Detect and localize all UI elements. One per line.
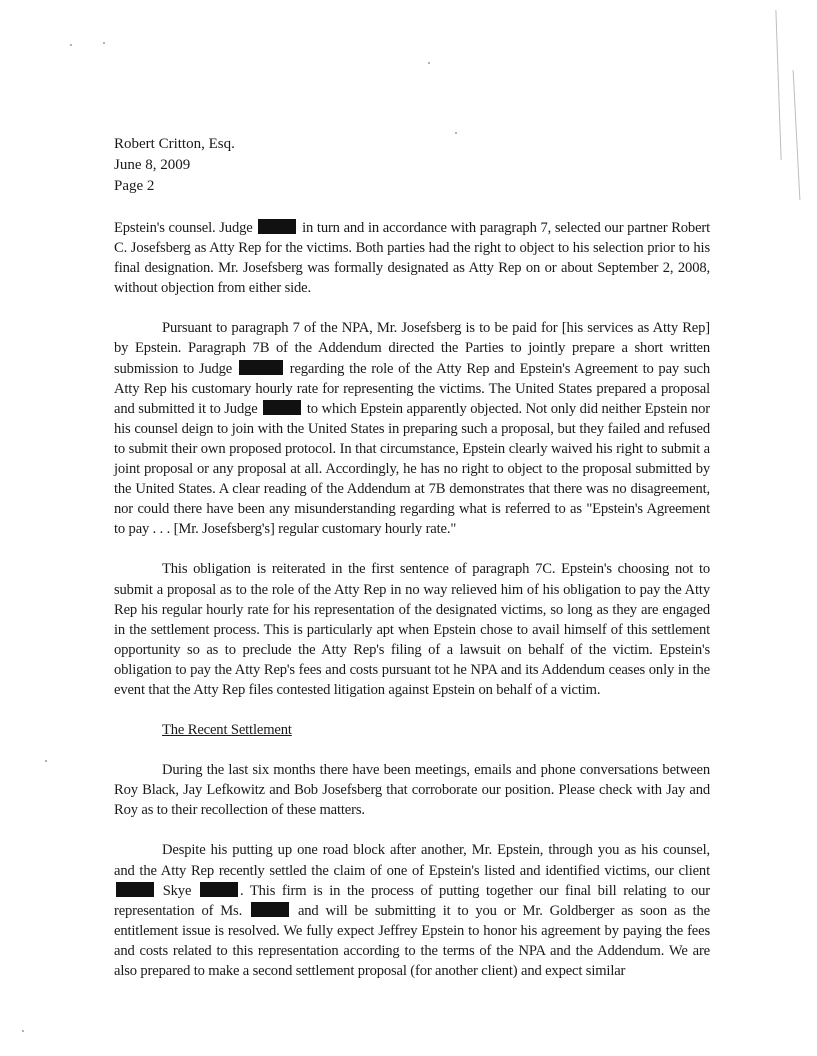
recipient-line: Robert Critton, Esq. [114, 136, 235, 152]
redaction-block [239, 360, 283, 375]
scan-speck [45, 760, 47, 762]
letter-header [114, 134, 235, 197]
date-line: June 8, 2009 [114, 157, 191, 173]
section-heading: The Recent Settlement [162, 722, 292, 739]
paragraph-text: Epstein's counsel. Judge [114, 220, 253, 236]
redaction-block [251, 902, 289, 917]
scan-edge-line [775, 10, 781, 160]
paragraph-text: . This firm is in the process of putting together our final bill relating to our representation of Ms. [114, 882, 710, 919]
paragraph-text: Skye [162, 882, 192, 899]
paragraph-text: regarding the role of the Atty Rep and Epstein's Agreement to pay such Atty Rep his customary hourly rate for representing the victims. The United States prepared a proposal and submitted it to Judge [114, 360, 710, 417]
paragraph-2 [114, 318, 710, 539]
paragraph-text: in turn and in accordance with paragraph 7, selected our partner Robert C. Josefsberg as Atty Rep for the victims. Both parties had the right to object to his selection prior to his final designation. Mr. Josefsberg was formally designated as Atty Rep on or about September 2, 2008, without objection from either side. [114, 220, 711, 297]
paragraph-3: This obligation is reiterated in the first sentence of paragraph 7C. Epstein's choosing not to submit a proposal as to the role of the Atty Rep in no way relieved him of his obligation to pay the Atty Rep his regular hourly rate for his representation of the designated victims, so long as they are engaged in the settlement process. This is particularly apt when Epstein chose to avail himself of this settlement opportunity so as to preclude the Atty Rep's filing of a lawsuit on behalf of the victim. Epstein's obligation to pay the Atty Rep's fees and costs pursuant tot he NPA and its Addendum ceases only in the event that the Atty Rep files contested litigation against Epstein on behalf of a victim. [114, 561, 710, 698]
paragraph-1 [114, 218, 710, 298]
paragraph-5 [114, 840, 710, 981]
scan-edge-line [793, 70, 801, 200]
scan-speck [455, 132, 457, 134]
paragraph-text: to which Epstein apparently objected. Not only did neither Epstein nor his counsel deign to join with the United States in preparing such a proposal, but they failed and refused to submit their own proposed protocol. In that circumstance, Epstein clearly waived his right to submit a joint proposal or any proposal at all. Accordingly, he has no right to object to the proposal submitted by the United States. A clear reading of the Addendum at 7B demonstrates that there was no disagreement, nor could there have been any misunderstanding regarding what is referred to as "Epstein's Agreement to pay . . . [Mr. Josefsberg's] regular customary hourly rate." [114, 400, 711, 538]
redaction-block [200, 882, 238, 897]
page-number: Page 2 [114, 178, 155, 194]
redaction-block [258, 219, 296, 234]
paragraph-text: and will be submitting it to you or Mr. Goldberger as soon as the entitlement issue is resolved. We fully expect Jeffrey Epstein to honor his agreement by paying the fees and costs related to this representation according to the terms of the NPA and the Addendum. We are also prepared to make a second settlement proposal (for another client) and expect similar [114, 902, 711, 979]
paragraph-4: During the last six months there have been meetings, emails and phone conversations between Roy Black, Jay Lefkowitz and Bob Josefsberg that corroborate our position. Please check with Jay and Roy as to their recollection of these matters. [114, 762, 710, 819]
scan-speck [428, 62, 430, 64]
paragraph-text: Despite his putting up one road block after another, Mr. Epstein, through you as his counsel, and the Atty Rep recently settled the claim of one of Epstein's listed and identified victims, our client [114, 842, 710, 879]
redaction-block [263, 400, 301, 415]
scan-speck [103, 42, 105, 44]
scan-speck [22, 1030, 24, 1032]
scan-speck [70, 44, 72, 46]
redaction-block [116, 882, 154, 897]
paragraph-text: Pursuant to paragraph 7 of the NPA, Mr. Josefsberg is to be paid for [his services as Atty Rep] by Epstein. Paragraph 7B of the Addendum directed the Parties to jointly prepare a short written submission to Judge [114, 320, 710, 377]
letter-body [114, 218, 710, 1001]
